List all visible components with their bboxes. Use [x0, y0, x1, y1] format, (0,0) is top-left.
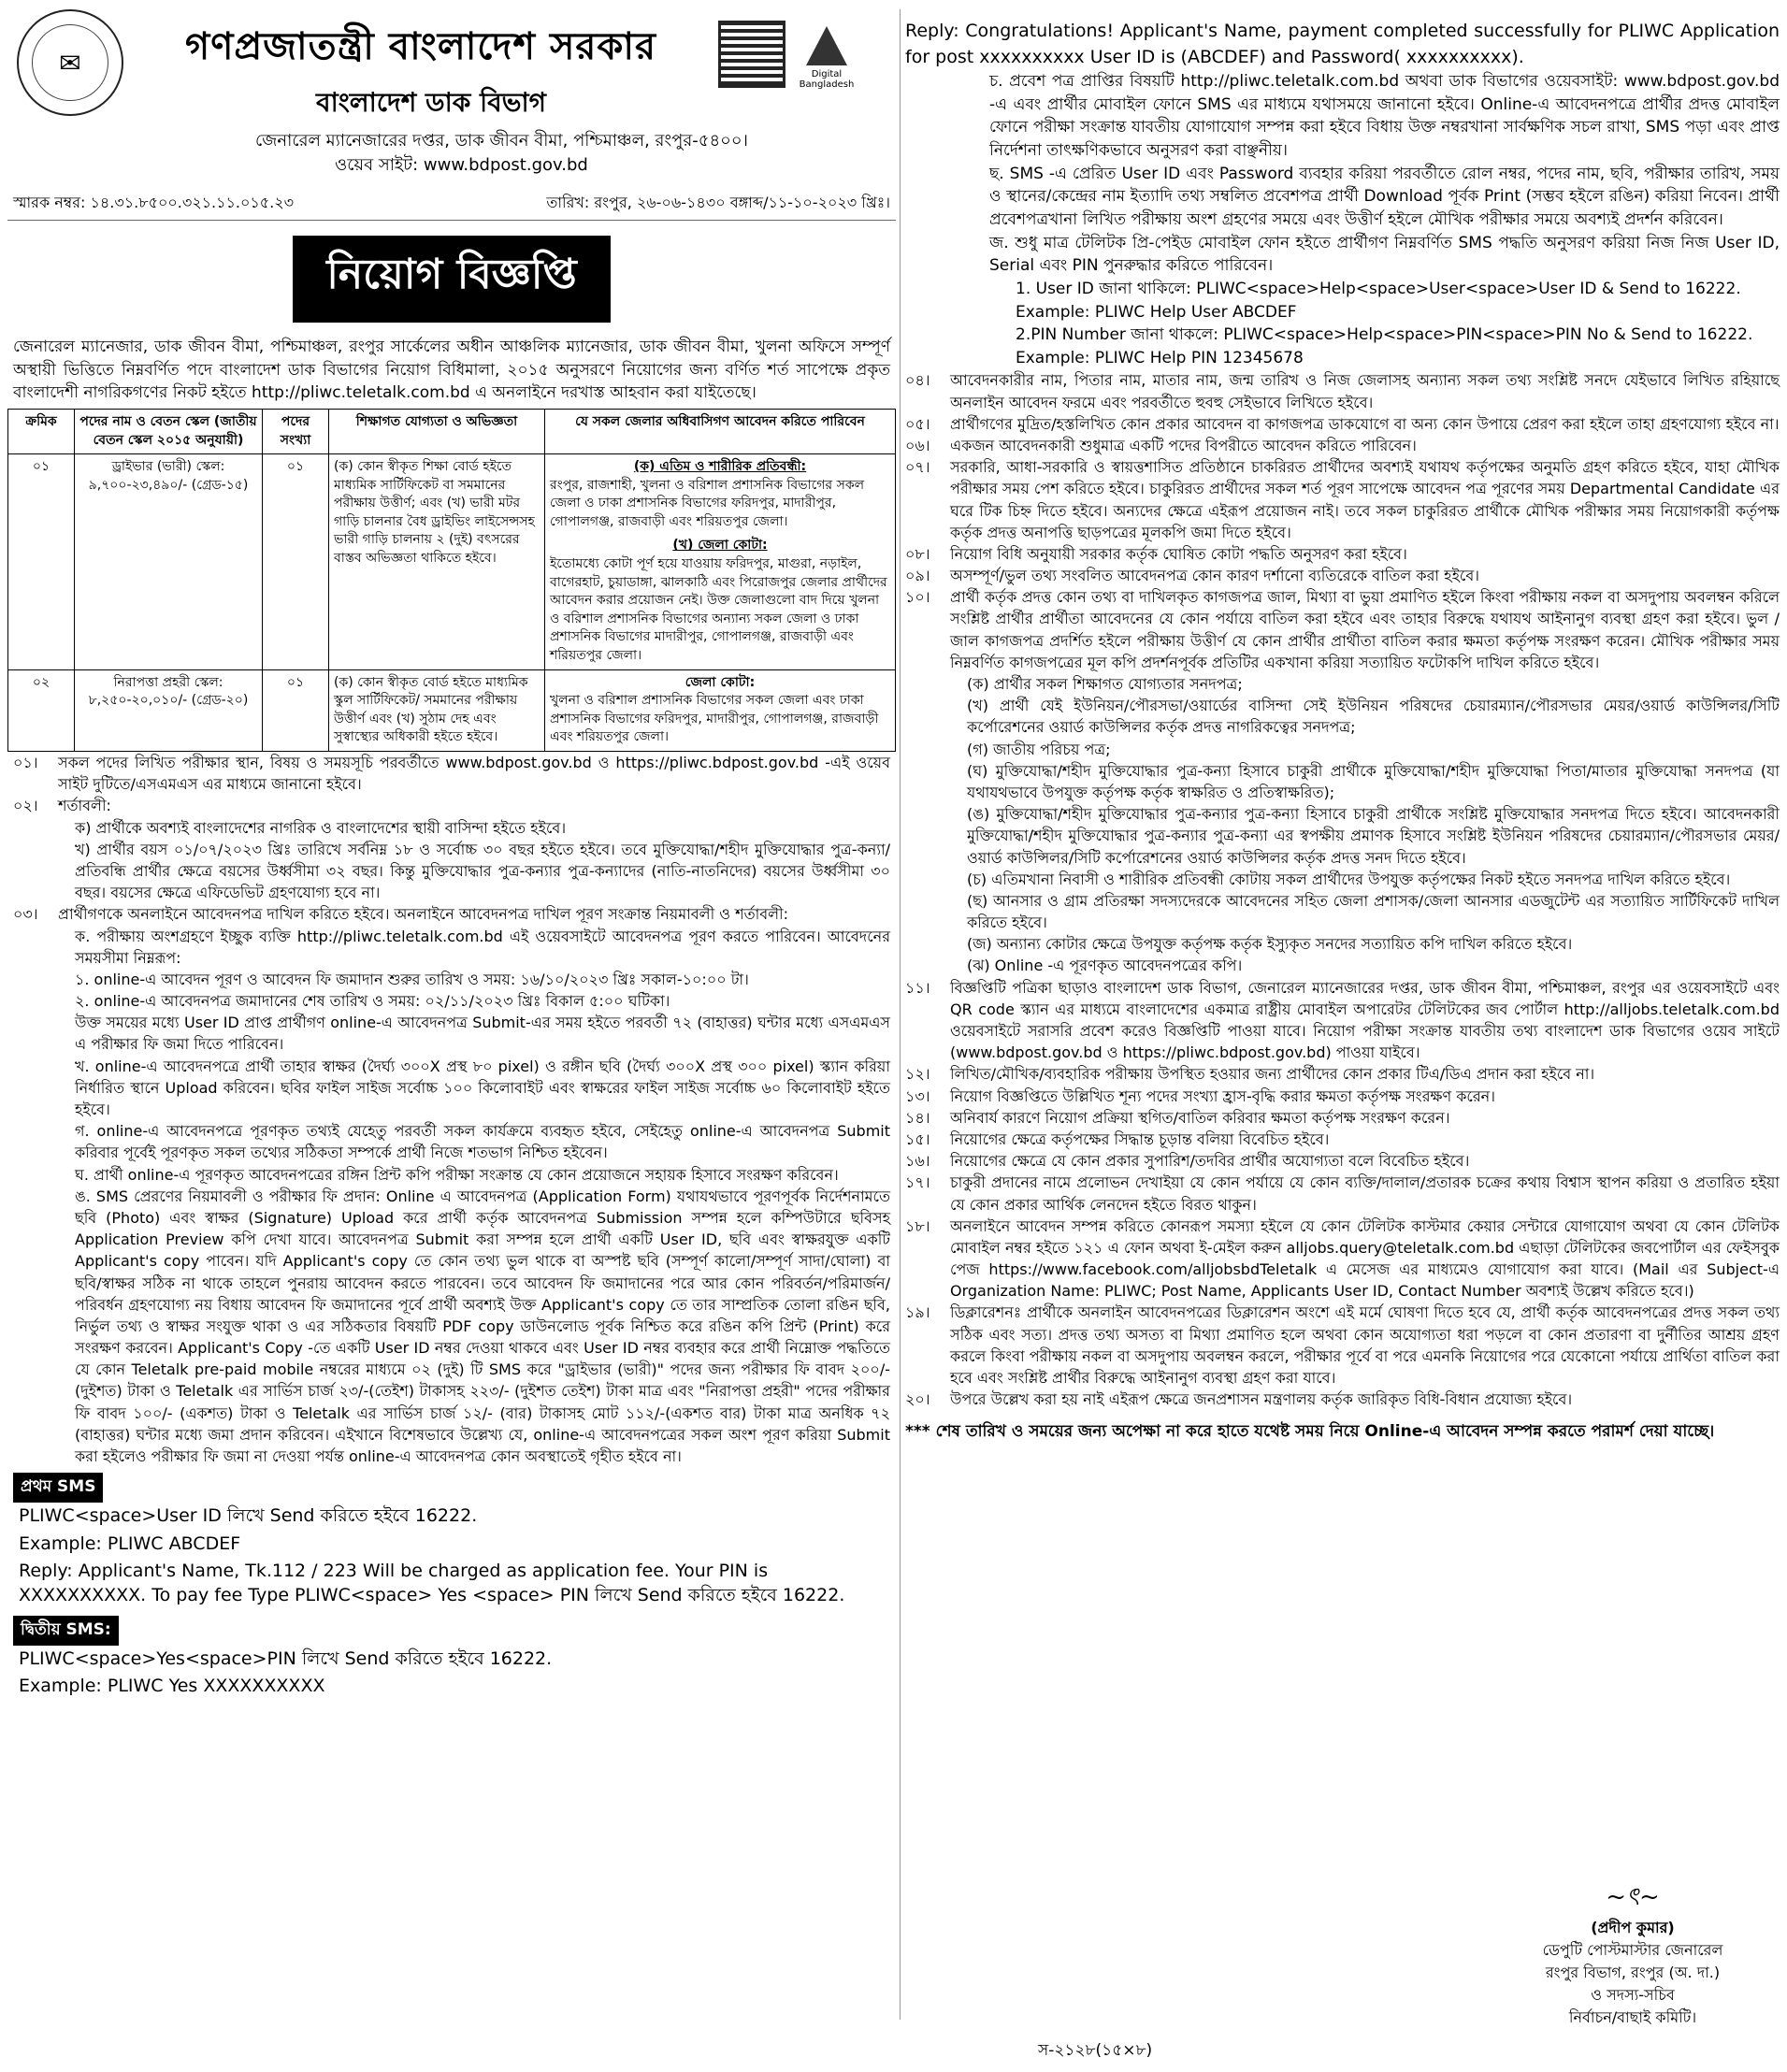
list-item: [905, 739, 1780, 760]
cell-districts: [545, 454, 896, 670]
item-text: সকল পদের লিখিত পরীক্ষার স্থান, বিষয় ও সময়সূচি পরবর্তীতে www.bdpost.gov.bd ও https://pliwc.bdpost.gov.bd -এই ওয়েব সাইট দুটিতে/এসএমএস এর মাধ্যমে জানানো হইবে।: [58, 754, 890, 794]
cell-qualification: (ক) কোন স্বীকৃত শিক্ষা বোর্ড হইতে মাধ্যমিক সার্টিফিকেট বা সমমানের পরীক্ষায় উত্তীর্ণ; এবং (খ) ভারী মটর গাড়ি চালনার বৈধ ড্রাইভিং লাইসেন্সসহ ভারী গাড়ি চালনায় ২ (দুই) বৎসরের বাস্তব অভিজ্ঞতা থাকিতে হইবে।: [329, 454, 545, 670]
item-text: খ) প্রার্থীর বয়স ০১/০৭/২০২৩ খ্রিঃ তারিখে সর্বনিম্ন ১৮ ও সর্বোচ্চ ৩০ বছর হইতে হইবে। তবে মুক্তিযোদ্ধা/শহীদ মুক্তিযোদ্ধার পুত্র-কন্যা/প্রতিবন্ধি প্রার্থীর ক্ষেত্রে বয়সের উর্ধ্বসীমা ৩২ বছর। কিন্তু মুক্তিযোদ্ধার পুত্র-কন্যার পুত্র-কন্যাদের (নাতি-নাতনিদের) বয়সের উর্ধ্বসীমা ৩০ বছর। বয়সের ক্ষেত্রে এফিডেভিট গ্রহণযোগ্য হবে না।: [75, 840, 890, 902]
item-text: লিখিত/মৌখিক/ব্যবহারিক পরীক্ষায় উপস্থিত হওয়ার জন্য প্রার্থীদের কোন প্রকার টিএ/ডিএ প্রদান করা হইবে না।: [950, 1065, 1595, 1084]
column-divider: [900, 9, 901, 2020]
item-text: নিয়োগের ক্ষেত্রে কর্তৃপক্ষের সিদ্ধান্ত চূড়ান্ত বলিয়া বিবেচিত হইবে।: [950, 1130, 1330, 1148]
cell-serial: ০১: [8, 454, 75, 670]
col-header-count: পদের সংখ্যা: [263, 409, 329, 453]
item-text: বিজ্ঞপ্তিটি পত্রিকা ছাড়াও বাংলাদেশ ডাক বিভাগ, জেনারেল ম্যানেজারের দপ্তর, ডাক জীবন বীমা, পশ্চিমাঞ্চল, রংপুর এর ওয়েবসাইটে এবং QR code স্ক্যান এর মাধ্যমে বাংলাদেশের একমাত্র রাষ্ট্রীয় মোবাইল অপারেটর টেলিটকের জব পোর্টাল http://alljobs.teletalk.com.bd ওয়েবসাইটে সরাসরি প্রবেশ করেও বিজ্ঞপ্তিটি পাওয়া যাবে। নিয়োগ পরীক্ষা সংক্রান্ত যাবতীয় তথ্য বাংলাদেশ ডাক বিভাগের ওয়েব সাইটে (www.bdpost.gov.bd ও https://pliwc.bdpost.gov.bd) পাওয়া যাইবে।: [950, 978, 1780, 1062]
quota-b-title: জেলা কোটা:: [685, 674, 756, 690]
instruction-line: 1. User ID জানা থাকিলে: PLIWC<space>Help<space>User<space>User ID & Send to 16222.: [1016, 279, 1741, 298]
item-text: চাকুরী প্রদানের নামে প্রলোভন দেখাইয়া যে কোন পর্যায়ে যে কোন ব্যক্তি/দালাল/প্রতারক চক্রের কথায় বিশ্বাস স্থাপন করিয়া ও প্রতারিত হইয়া যে কোন প্রকার আর্থিক লেনদেন হইতে বিরত থাকুন।: [950, 1173, 1780, 1214]
item-text: সরকারি, আধা-সরকারি ও স্বায়ত্তশাসিত প্রতিষ্ঠানে চাকরিরত প্রার্থীদের অবশ্যই যথাযথ কর্তৃপক্ষের অনুমতি গ্রহণ করিতে হইবে, যাহা মৌখিক পরীক্ষার সময় পেশ করিতে হইবে। চাকুরিরত প্রার্থীদের সকল শর্ত পূরণ সাপেক্ষে আবেদন পত্র পূরণের সময় Departmental Candidate এর ঘরে টিক চিহ্ন দিতে হইবে। অন্যদের ক্ষেত্রে এইরূপ প্রয়োজন নাই। তবে সকল চাকুরিরত প্রার্থীকে মৌখিক পরীক্ষার সময় নিয়োগকারী কর্তৃপক্ষ কর্তৃক প্রদত্ত অনাপত্তি ছাড়পত্রের মূলকপি জমা দিতে হইবে।: [950, 458, 1780, 541]
digital-bangladesh-label: Digital Bangladesh: [799, 69, 855, 90]
instruction-line: ছ. SMS -এ প্রেরিত User ID এবং Password ব্যবহার করিয়া পরবর্তীতে রোল নম্বর, পদের নাম, ছবি, পরীক্ষার তারিখ, সময় ও স্থানের/কেন্দ্রের নাম ইত্যাদি তথ্য সম্বলিত প্রবেশপত্র প্রার্থী Download পূর্বক Print (সম্ভব হইলে রঙিন) করিয়া নিবেন। প্রার্থী প্রবেশপত্রখানা লিখিত পরীক্ষায় অংশ গ্রহণের সময়ে এবং উত্তীর্ণ হইলে মৌখিক পরীক্ষার সময়ে অবশ্যই প্রদর্শন করিবেন।: [989, 164, 1780, 229]
list-item: [905, 586, 1780, 673]
letterhead: [7, 0, 896, 187]
item-number: ১০।: [905, 588, 930, 607]
item-number: [905, 803, 943, 869]
item-text: (চ) এতিমখানা নিবাসী ও শারীরিক প্রতিবন্ধী কোটায় সকল প্রার্থীদের উপযুক্ত কর্তৃপক্ষের নিকট হইতে সনদপত্র দাখিল করিতে হইবে।: [967, 870, 1731, 888]
item-text: একজন আবেদনকারী শুধুমাত্র একটি পদের বিপরীতে আবেদন করিতে পারিবেন।: [950, 436, 1417, 454]
item-number: [905, 760, 943, 803]
cell-districts: [545, 669, 896, 751]
item-number: [13, 1056, 50, 1121]
item-number: [905, 890, 943, 933]
item-text: নিয়োগ বিধি অনুযায়ী সরকার কর্তৃক ঘোষিত কোটা পদ্ধতি অনুসরণ করা হইবে।: [950, 544, 1407, 563]
item-number: ১৪।: [905, 1108, 930, 1127]
item-number: [905, 673, 943, 695]
reply-message: Reply: Congratulations! Applicant's Name, payment completed successfully for PLIWC Application for post xxxxxxxxxx User ID is (ABCDEF) and Password( xxxxxxxxxx).: [905, 21, 1780, 67]
left-column: [7, 0, 896, 1701]
item-number: ০১।: [13, 754, 38, 772]
item-number: [13, 839, 50, 904]
instruction-line: Example: PLIWC Help User ABCDEF: [1016, 302, 1297, 322]
item-text: ক. পরীক্ষায় অংশগ্রহণে ইচ্ছুক ব্যক্তি http://pliwc.teletalk.com.bd এই ওয়েবসাইটে আবেদনপত্র পূরণ করতে পারিবেন। আবেদনের সময়সীমা নিম্নরূপ:: [75, 927, 890, 967]
item-number: [13, 817, 50, 839]
col-header-districts: যে সকল জেলার অধিবাসিগণ আবেদন করিতে পারিবেন: [545, 409, 896, 453]
memo-number: স্মারক নম্বর: ১৪.৩১.৮৫০০.৩২১.১১.০১৫.২৩: [13, 194, 295, 211]
item-number: ১১।: [905, 978, 930, 997]
left-numbered-list: [7, 752, 896, 1467]
item-number: [905, 695, 943, 738]
item-text: ২. online-এ আবেদনপত্র জমাদানের শেষ তারিখ ও সময়: ০২/১১/২০২৩ খ্রিঃ বিকাল ৫:০০ ঘটিকা।: [75, 992, 670, 1011]
item-number: [905, 933, 943, 955]
notice-title: নিয়োগ বিজ্ঞপ্তি: [293, 236, 611, 323]
list-item: [905, 1129, 1780, 1150]
list-item: [905, 1216, 1780, 1302]
signatory-role: ও সদস্য-সচিব: [1591, 1986, 1675, 2004]
right-column: [905, 19, 1780, 1446]
list-item: [905, 1086, 1780, 1107]
list-item: [13, 839, 890, 904]
postal-logo-icon: ✉: [17, 9, 123, 116]
item-text: (খ) প্রার্থী যেই ইউনিয়ন/পৌরসভা/ওয়ার্ডের বাসিন্দা সেই ইউনিয়ন পরিষদের চেয়ারম্যান/পৌরসভার মেয়র/ওয়ার্ড কাউন্সিলর/সিটি কর্পোরেশনের ওয়ার্ড কাউন্সিলর কর্তৃক প্রদত্ত নাগরিকত্বের সনদপত্র;: [967, 697, 1780, 737]
item-number: ২০।: [905, 1390, 930, 1409]
col-header-serial: ক্রমিক: [8, 409, 75, 453]
item-text: উপরে উল্লেখ করা হয় নাই এইরূপ ক্ষেত্রে জনপ্রশাসন মন্ত্রণালয় কর্তৃক জারিকৃত বিধি-বিধান প্রযোজ্য হইবে।: [950, 1390, 1573, 1409]
signatory-office: রংপুর বিভাগ, রংপুর (অ. দা.): [1545, 1964, 1721, 1981]
item-text: (ঘ) মুক্তিযোদ্ধা/শহীদ মুক্তিযোদ্ধার পুত্র-কন্যা হিসাবে চাকুরী প্রার্থীকে মুক্তিযোদ্ধা/শহীদ মুক্তিযোদ্ধা পিতা/মাতার মুক্তিযোদ্ধা সনদপত্র (যা যথাযথভাবে উপযুক্ত কর্তৃপক্ষ কর্তৃক স্বাক্ষরিত ও প্রতিস্বাক্ষরিত);: [967, 761, 1780, 801]
signature-block: [1516, 1879, 1750, 2029]
list-item: [905, 435, 1780, 456]
sms1-line: Reply: Applicant's Name, Tk.112 / 223 Will be charged as application fee. Your PIN is XXXXXXXXXX. To pay fee Type PLIWC<space> Yes <space> PIN লিখে Send করিতে হইবে 16222.: [19, 1561, 845, 1606]
list-item: [905, 803, 1780, 869]
list-item: [905, 543, 1780, 565]
table-row: [8, 669, 896, 751]
item-number: [13, 969, 50, 990]
right-numbered-list: [905, 369, 1780, 1410]
quota-a-text: রংপুর, রাজশাহী, খুলনা ও বরিশাল প্রশাসনিক বিভাগের সকল জেলা ও ঢাকা প্রশাসনিক বিভাগের ফরিদপুর, মাদারীপুর, গোপালগঞ্জ, রাজবাড়ী এবং শরিয়তপুর জেলা।: [550, 477, 865, 529]
issue-date: তারিখ: রংপুর, ২৬-০৬-১৪৩০ বঙ্গাব্দ/১১-১০-২০২৩ খ্রিঃ।: [546, 194, 890, 211]
sms1-heading: প্রথম SMS: [13, 1473, 103, 1503]
item-number: ০৭।: [905, 458, 930, 477]
signatory-committee: নির্বাচন/বাছাই কমিটি।: [1568, 2008, 1697, 2026]
quota-b-text: ইতোমধ্যে কোটা পূর্ণ হয়ে যাওয়ায় ফরিদপুর, মাগুরা, নড়াইল, বাগেরহাট, চুয়াডাঙ্গা, ঝালকাঠি এবং পিরোজপুর জেলার প্রার্থীদের আবেদন করার প্রয়োজন নেই। উক্ত জেলাগুলো বাদ দিয়ে খুলনা ও বরিশাল প্রশাসনিক বিভাগের অন্যান্য সকল জেলা ও ঢাকা প্রশাসনিক বিভাগের মাদারীপুর, গোপালগঞ্জ, রাজবাড়ী এবং শরিয়তপুর জেলা।: [550, 556, 887, 664]
item-number: ০৪।: [905, 371, 930, 390]
list-item: [905, 1063, 1780, 1085]
table-row: [8, 454, 896, 670]
instruction-line: Example: PLIWC Help PIN 12345678: [1016, 348, 1304, 367]
cell-post: ড্রাইভার (ভারী) স্কেল: ৯,৭০০-২৩,৪৯০/- (গ্রেড-১৫): [75, 454, 263, 670]
item-number: ১৩।: [905, 1086, 930, 1105]
digital-bangladesh-logo: [799, 26, 855, 90]
qr-code-icon[interactable]: [718, 21, 785, 88]
item-text: শর্তাবলী:: [58, 797, 111, 815]
footer-code: স-২১২৮(১৫×৮): [1038, 2041, 1153, 2060]
quota-a-title: (ক) এতিম ও শারীরিক প্রতিবন্ধী:: [633, 459, 807, 475]
cell-count: ০১: [263, 669, 329, 751]
dept-title: বাংলাদেশ ডাক বিভাগ: [316, 87, 547, 118]
item-number: [13, 1164, 50, 1186]
list-item: [905, 413, 1780, 435]
col-header-qualification: শিক্ষাগত যোগ্যতা ও অভিজ্ঞতা: [329, 409, 545, 453]
list-item: [13, 795, 890, 816]
item-text: ক) প্রার্থীকে অবশ্যই বাংলাদেশের নাগরিক ও বাংলাদেশের স্থায়ী বাসিন্দা হইতে হইবে।: [75, 818, 567, 837]
gov-title: গণপ্রজাতন্ত্রী বাংলাদেশ সরকার: [185, 25, 656, 68]
list-item: [13, 903, 890, 925]
list-item: [905, 869, 1780, 890]
item-number: [13, 1012, 50, 1055]
list-item: [13, 969, 890, 990]
item-number: ০২।: [13, 797, 38, 815]
item-text: অনলাইনে আবেদন সম্পন্ন করিতে কোনরূপ সমস্যা হইলে যে কোন টেলিটক কাস্টমার কেয়ার সেন্টারে যোগাযোগ অথবা যে কোন টেলিটক মোবাইল নম্বর হইতে ১২১ এ ফোন অথবা ই-মেইল করুন alljobs.query@teletalk.com.bd এছাড়া টেলিটকের জবপোর্টাল এর ফেইসবুক পেজ https://www.facebook.com/alljobsbdTeletalk এ মেসেজ এর মাধ্যমেও যোগাযোগ করা যাবে। (Mail এর Subject-এ Organization Name: PLIWC; Post Name, Applicants User ID, Contact Number অবশ্যই উল্লেখ করিতে হবে।): [950, 1216, 1780, 1301]
item-text: উক্ত সময়ের মধ্যে User ID প্রাপ্ত প্রার্থীগণ online-এ আবেদনপত্র Submit-এর সময় হইতে পরবর্তী ৭২ (বাহাত্তর) ঘন্টার মধ্যে এসএমএস এ পরীক্ষার ফি জমা দিতে পারিবেন।: [75, 1014, 890, 1054]
intro-paragraph: জেনারেল ম্যানেজার, ডাক জীবন বীমা, পশ্চিমাঞ্চল, রংপুর সার্কেলের অধীন আঞ্চলিক ম্যানেজার, ডাক জীবন বীমা, খুলনা অফিসে সম্পূর্ণ অস্থায়ী ভিত্তিতে নিম্নবর্ণিত পদে বাংলাদেশ ডাক বিভাগের নিয়োগ বিধিমালা, ২০১৫ অনুসরণে নিয়োগের জন্য বর্ণিত শর্ত সাপেক্ষে প্রকৃত বাংলাদেশী নাগরিকগণের নিকট হইতে http://pliwc.teletalk.com.bd এ অনলাইনে দরখাস্ত আহবান করা যাইতেছে।: [13, 338, 890, 403]
table-header-row: [8, 409, 896, 453]
item-text: প্রার্থী কর্তৃক প্রদত্ত কোন তথ্য বা দাখিলকৃত কাগজপত্র জাল, মিথ্যা বা ভুয়া প্রমাণিত হইলে কিংবা পরীক্ষায় নকল বা অসদুপায় অবলম্বন করিলে সংশ্লিষ্ট প্রার্থীর প্রার্থীতা আবেদনের যে কোন পর্যায়ে বাতিল করা হইবে এবং তাহার বিরুদ্ধে যথাযথ আইনানুগ ব্যবস্থা গ্রহণ করা হইবে। ভুল / জাল কাগজপত্র প্রদর্শিত হইলে পরীক্ষায় উত্তীর্ণ যে কোন প্রার্থীর প্রার্থীতা বাতিল করার ক্ষমতা কর্তৃপক্ষ সংরক্ষণ করেন। মৌখিক পরীক্ষার সময় নিম্নবর্ণিত কাগজপত্রের মূল কপি প্রদর্শনপূর্বক প্রতিটির একখানা করিয়া সত্যায়িত ফটোকপি দাখিল করিতে হইবে।: [950, 588, 1780, 671]
list-item: [905, 456, 1780, 543]
item-number: [13, 1186, 50, 1467]
advice-note: *** শেষ তারিখ ও সময়ের জন্য অপেক্ষা না করে হাতে যথেষ্ট সময় নিয়ে Online-এ আবেদন সম্পন্ন করতে পরামর্শ দেয়া যাচ্ছে।: [905, 1422, 1715, 1442]
list-item: [13, 1164, 890, 1186]
item-number: ১২।: [905, 1065, 930, 1084]
quota-b-text: খুলনা ও বরিশাল প্রশাসনিক বিভাগের সকল জেলা এবং ঢাকা প্রশাসনিক বিভাগের ফরিদপুর, মাদারীপুর, গোপালগঞ্জ, রাজবাড়ী এবং শরিয়তপুর জেলা।: [550, 693, 879, 745]
cell-count: ০১: [263, 454, 329, 670]
item-text: অসম্পূর্ণ/ভুল তথ্য সংবলিত আবেদনপত্র কোন কারণ দর্শানো ব্যতিরেকে বাতিল করা হইবে।: [950, 567, 1479, 585]
signatory-designation: ডেপুটি পোস্টমাস্টার জেনারেল: [1542, 1941, 1723, 1959]
list-item: [905, 1107, 1780, 1129]
sms1-line: Example: PLIWC ABCDEF: [19, 1532, 241, 1554]
list-item: [13, 817, 890, 839]
item-text: গ. online-এ আবেদনপত্রে পূরণকৃত তথ্যই যেহেতু পরবর্তী সকল কার্যক্রমে ব্যবহৃত হইবে, সেইহেতু online-এ আবেদনপত্র Submit করিবার পূর্বেই পূরণকৃত সকল তথ্যের সঠিকতা সম্পর্কে প্রার্থী নিজে শতভাগ নিশ্চিত হইবেন।: [75, 1122, 890, 1162]
item-text: নিয়োগ বিজ্ঞপ্তিতে উল্লিখিত শূন্য পদের সংখ্যা হ্রাস-বৃদ্ধি করার ক্ষমতা কর্তৃপক্ষ সংরক্ষণ করেন।: [950, 1086, 1495, 1105]
item-number: ০৮।: [905, 544, 930, 563]
item-number: ১৯।: [905, 1303, 930, 1322]
item-number: ০৯।: [905, 567, 930, 585]
item-number: ১৬।: [905, 1152, 930, 1171]
sms2-line: Example: PLIWC Yes XXXXXXXXXX: [19, 1676, 325, 1697]
office-address: জেনারেল ম্যানেজারের দপ্তর, ডাক জীবন বীমা, পশ্চিমাঞ্চল, রংপুর-৫৪০০।: [255, 131, 748, 151]
item-text: প্রার্থীগণের মুদ্রিত/হস্তলিখিত কোন প্রকার আবেদন বা কাগজপত্র ডাকযোগে বা অন্য কোন উপায়ে প্রেরণ করা হইলে তাহা গ্রহণযোগ্য হইবে না।: [950, 414, 1780, 433]
item-number: ০৫।: [905, 414, 930, 433]
sms1-line: PLIWC<space>User ID লিখে Send করিতে হইবে 16222.: [19, 1505, 478, 1527]
item-text: প্রার্থীগণকে অনলাইনে আবেদনপত্র দাখিল করিতে হইবে। অনলাইনে আবেদনপত্র দাখিল পূরণ সংক্রান্ত নিয়মাবলী ও শর্তাবলী:: [58, 905, 789, 924]
list-item: [905, 695, 1780, 738]
item-text: নিয়োগের ক্ষেত্রে যে কোন প্রকার সুপারিশ/তদবির প্রার্থীর অযোগ্যতা বলে বিবেচিত হইবে।: [950, 1152, 1470, 1171]
item-number: [905, 869, 943, 890]
list-item: [905, 673, 1780, 695]
cell-qualification: (ক) কোন স্বীকৃত বোর্ড হইতে মাধ্যমিক স্কুল সার্টিফিকেট/ সমমানের পরীক্ষায় উত্তীর্ণ এবং (খ) সুঠাম দেহ এবং সুস্বাস্থ্যের অধিকারী হইতে হইবে।: [329, 669, 545, 751]
cell-serial: ০২: [8, 669, 75, 751]
item-text: অনিবার্য কারণে নিয়োগ প্রক্রিয়া স্থগিত/বাতিল করিবার ক্ষমতা কর্তৃপক্ষ সংরক্ষণ করেন।: [950, 1108, 1450, 1127]
item-number: [905, 739, 943, 760]
list-item: [905, 760, 1780, 803]
list-item: [13, 926, 890, 969]
instruction-line: 2.PIN Number জানা থাকলে: PLIWC<space>Help<space>PIN<space>PIN No & Send to 16222.: [1016, 325, 1753, 345]
list-item: [13, 1012, 890, 1055]
item-number: [13, 926, 50, 969]
list-item: [905, 1150, 1780, 1172]
tower-icon: [806, 26, 847, 65]
item-text: (ছ) আনসার ও গ্রাম প্রতিরক্ষা সদস্যদেরকে আবেদনের সহিত জেলা প্রশাসক/জেলা আনসার এডজুটেন্ট এর সত্যায়িত সার্টিফিকেট দাখিল করিতে হইবে।: [967, 891, 1780, 932]
list-item: [905, 1302, 1780, 1389]
list-item: [905, 1389, 1780, 1410]
item-number: [13, 1120, 50, 1163]
list-item: [13, 1186, 890, 1467]
website-line: ওয়েব সাইট: www.bdpost.gov.bd: [335, 155, 588, 175]
sms2-heading: দ্বিতীয় SMS:: [13, 1616, 119, 1646]
list-item: [905, 565, 1780, 586]
item-text: খ. online-এ আবেদনপত্রে প্রার্থী তাহার স্বাক্ষর (দৈর্ঘ্য ৩০০X প্রস্থ ৮০ pixel) ও রঙ্গীন ছবি (দৈর্ঘ্য ৩০০X প্রস্থ ৩০০ pixel) স্ক্যান করিয়া নির্ধারিত স্থানে Upload করিবেন। ছবির ফাইল সাইজ সর্বোচ্চ ১০০ কিলোবাইট এবং স্বাক্ষরের ফাইল সাইজ সর্বোচ্চ ৬০ কিলোবাইট হইতে হইবে।: [75, 1057, 890, 1119]
item-text: ঘ. প্রার্থী online-এ পূরণকৃত আবেদনপত্রের রঙ্গিন প্রিন্ট কপি পরীক্ষা সংক্রান্ত যে কোন প্রয়োজনে সহায়ক হিসাবে সংরক্ষণ করিবেন।: [75, 1165, 839, 1184]
item-number: [905, 955, 943, 976]
list-item: [13, 1120, 890, 1163]
reference-line: [7, 187, 896, 221]
signatory-name: (প্রদীপ কুমার): [1591, 1919, 1675, 1936]
cell-post: নিরাপত্তা প্রহরী স্কেল: ৮,২৫০-২০,০১০/- (গ্রেড-২০): [75, 669, 263, 751]
sms-section: [7, 1467, 896, 1701]
item-text: আবেদনকারীর নাম, পিতার নাম, মাতার নাম, জন্ম তারিখ ও নিজ জেলাসহ অন্যান্য সকল তথ্য সংশ্লিষ্ট সনদে যেইভাবে লিখিত রহিয়াছে অনলাইন আবেদন ফরমে এবং পরবর্তীতে হুবহু সেইভাবে লিখিতে হইবে।: [950, 371, 1780, 411]
item-number: ১৭।: [905, 1173, 930, 1192]
admit-card-instructions: [905, 70, 1780, 369]
list-item: [13, 752, 890, 795]
item-text: (ক) প্রার্থীর সকল শিক্ষাগত যোগ্যতার সনদপত্র;: [967, 675, 1243, 694]
quota-b-title: (খ) জেলা কোটা:: [672, 538, 768, 554]
list-item: [905, 369, 1780, 412]
item-text: (জ) অন্যান্য কোটার ক্ষেত্রে উপযুক্ত কর্তৃপক্ষ কর্তৃক ইস্যুকৃত সনদের সত্যায়িত কপি দাখিল করিতে হইবে।: [967, 935, 1573, 954]
item-number: ০৬।: [905, 436, 930, 454]
list-item: [905, 933, 1780, 955]
list-item: [13, 990, 890, 1012]
item-number: ০৩।: [13, 905, 38, 924]
item-text: (ঝ) Online -এ পূরণকৃত আবেদনপত্রের কপি।: [967, 957, 1243, 975]
col-header-post: পদের নাম ও বেতন স্কেল (জাতীয় বেতন স্কেল ২০১৫ অনুযায়ী): [75, 409, 263, 453]
list-item: [905, 1172, 1780, 1215]
item-text: ১. online-এ আবেদন পূরণ ও আবেদন ফি জমাদান শুরুর তারিখ ও সময়: ১৬/১০/২০২৩ খ্রিঃ সকাল-১০:০০ টা।: [75, 970, 749, 988]
item-text: (গ) জাতীয় পরিচয় পত্র;: [967, 740, 1111, 758]
list-item: [905, 977, 1780, 1064]
handwritten-signature: ~ৎ~: [1606, 1883, 1660, 1911]
item-number: ১৮।: [905, 1216, 930, 1235]
item-number: ১৫।: [905, 1130, 930, 1148]
list-item: [13, 1056, 890, 1121]
list-item: [905, 890, 1780, 933]
instruction-line: চ. প্রবেশ পত্র প্রাপ্তির বিষয়টি http://pliwc.teletalk.com.bd অথবা ডাক বিভাগের ওয়েবসাইট: www.bdpost.gov.bd -এ এবং প্রার্থীর মোবাইল ফোনে SMS এর মাধ্যমে যথাসময়ে জানানো হইবে। Online-এ আবেদনপত্রে প্রার্থীর প্রদত্ত মোবাইল ফোনে পরীক্ষা সংক্রান্ত যাবতীয় যোগাযোগ সম্পন্ন করা হইবে বিধায় উক্ত নম্বরখানা সার্বক্ষণিক সচল রাখা, SMS পড়া এবং প্রাপ্ত নির্দেশনা তাৎক্ষণিকভাবে অনুসরণ করা বাঞ্ছনীয়।: [989, 72, 1780, 161]
instruction-line: জ. শুধু মাত্র টেলিটক প্রি-পেইড মোবাইল ফোন হইতে প্রার্থীগণ নিম্নবর্ণিত SMS পদ্ধতি অনুসরণ করিয়া নিজ নিজ User ID, Serial এবং PIN পুনরুদ্ধার করিতে পারিবেন।: [989, 233, 1780, 276]
item-text: (ঙ) মুক্তিযোদ্ধা/শহীদ মুক্তিযোদ্ধার পুত্র-কন্যার পুত্র-কন্যা হিসাবে চাকুরী প্রার্থীকে সংশ্লিষ্ট মুক্তিযোদ্ধার সনদপত্র দিতে হইবে। আবেদনকারী মুক্তিযোদ্ধা/শহীদ মুক্তিযোদ্ধার পুত্র-কন্যার পুত্র-কন্যা এর স্বপক্ষীয় প্রমাণক হিসাবে সংশ্লিষ্ট ইউনিয়ন পরিষদের চেয়ারম্যান/পৌরসভার মেয়র/ওয়ার্ড কাউন্সিলর/সিটি কর্পোরেশনের ওয়ার্ড কাউন্সিলর কর্তৃক প্রদত্ত সনদ দিতে হইবে।: [967, 805, 1780, 867]
sms2-line: PLIWC<space>Yes<space>PIN লিখে Send করিতে হইবে 16222.: [19, 1648, 553, 1669]
jobs-table: [7, 409, 896, 752]
item-number: [13, 990, 50, 1012]
list-item: [905, 955, 1780, 976]
item-text: ডিক্লারেশনঃ প্রার্থীকে অনলাইন আবেদনপত্রের ডিক্লারেশন অংশে এই মর্মে ঘোষণা দিতে হবে যে, প্রার্থী কর্তৃক আবেদনপত্রের প্রদত্ত সকল তথ্য সঠিক এবং সত্য। প্রদত্ত তথ্য অসত্য বা মিথ্যা প্রমাণিত হলে অথবা কোন অযোগ্যতা ধরা পড়লে বা কোন প্রতারণা বা দুর্নীতির আশ্রয় গ্রহণ করলে কিংবা পরীক্ষায় নকল বা অসদুপায় অবলম্বন করলে, পরীক্ষার পূর্বে বা পরে এমনকি নিয়োগের পরে যেকোনো পর্যায়ে প্রার্থিতা বাতিল করা হবে এবং সংশ্লিষ্ট প্রার্থীর বিরুদ্ধে আইনানুগ ব্যবস্থা গ্রহণ করা যাবে।: [950, 1303, 1780, 1388]
item-text: ঙ. SMS প্রেরণের নিয়মাবলী ও পরীক্ষার ফি প্রদান: Online এ আবেদনপত্র (Application Form) যথাযথভাবে পূরণপূর্বক নির্দেশনামতে ছবি (Photo) এবং স্বাক্ষর (Signature) Upload করে প্রার্থী কর্তৃক আবেদনপত্র Submission সম্পন্ন হলে কম্পিউটারে ছবিসহ Application Preview কপি দেখা যাবে। আবেদনপত্র Submit করা সম্পন্ন হলে প্রার্থী একটি User ID, ছবি এবং স্বাক্ষরযুক্ত একটি Applicant's copy পাবেন। যদি Applicant's copy তে কোন তথ্য ভুল থাকে বা অস্পষ্ট ছবি (সম্পূর্ণ কালো/সম্পূর্ণ সাদা/ঘোলা) বা ছবি/স্বাক্ষর সঠিক না থাকে তাহলে পুনরায় আবেদন করতে পারবেন। তবে আবেদন ফি জমাদানের পরে আর কোন পরিবর্তন/পরিমার্জন/ পরিবর্ধন গ্রহণযোগ্য নয় বিধায় আবেদন ফি জমাদানের পূর্বে প্রার্থী অবশ্যই উক্ত Applicant's copy তে তার সাম্প্রতিক তোলা রঙিন ছবি, নির্ভুল তথ্য ও স্বাক্ষর সংযুক্ত থাকা ও এর সঠিকতার বিষয়টি PDF copy ডাউনলোড পূর্বক নিশ্চিত করে রঙিন কপি প্রিন্ট (Print) করে সংরক্ষণ করবেন। Applicant's Copy -তে একটি User ID নম্বর দেওয়া থাকবে এবং User ID নম্বর ব্যবহার করে প্রার্থী নিম্নোক্ত পদ্ধতিতে যে কোন Teletalk pre-paid mobile নম্বরের মাধ্যমে ০২ (দুই) টি SMS করে "ড্রাইভার (ভারী)" পদের জন্য পরীক্ষার ফি বাবদ ২০০/- (দুইশত) টাকা ও Teletalk এর সার্ভিস চার্জ ২৩/-(তেইশ) টাকাসহ ২২৩/- (দুইশত তেইশ) টাকা মাত্র এবং "নিরাপত্তা প্রহরী" পদের পরীক্ষার ফি বাবদ ১০০/- (একশত) টাকা ও Teletalk এর সার্ভিস চার্জ ১২/- (বার) টাকাসহ মোট ১১২/-(একশত বার) টাকা মাত্র অনধিক ৭২ (বাহাত্তর) ঘন্টার মধ্যে জমা প্রদান করিবেন। এইখানে বিশেষভাবে উল্লেখ্য যে, online-এ আবেদনপত্রের সকল অংশ পূরণ করিয়া Submit করা হইলেও পরীক্ষার ফি জমা না দেওয়া পর্যন্ত online-এ আবেদনপত্র কোন অবস্থাতেই গৃহীত হইবে না।: [75, 1187, 890, 1466]
